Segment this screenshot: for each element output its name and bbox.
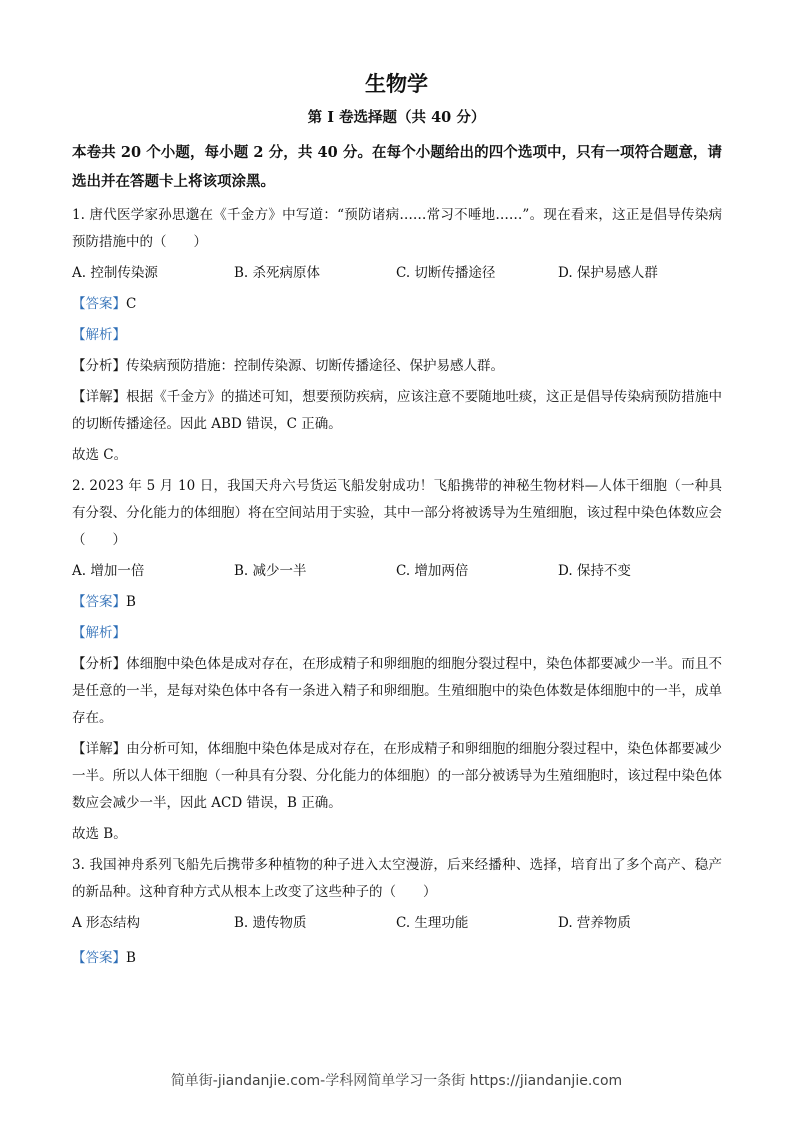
question-2-option-b: B. 减少一半 xyxy=(234,563,307,579)
question-3-option-b: B. 遗传物质 xyxy=(234,915,307,931)
question-1-option-d: D. 保护易感人群 xyxy=(558,265,658,281)
question-1-option-c: C. 切断传播途径 xyxy=(396,265,496,281)
question-1-analysis-heading xyxy=(72,322,722,349)
detail-tag: 【详解】 xyxy=(72,741,127,757)
question-1-fenxi xyxy=(72,353,722,380)
question-2-option-c: C. 增加两倍 xyxy=(396,563,469,579)
detail-text: 根据《千金方》的描述可知，想要预防疾病，应该注意不要随地吐痰，这正是倡导传染病预防措施中的切断传播途径。因此 ABD 错误，C 正确。 xyxy=(72,389,723,432)
answer-tag: 【答案】 xyxy=(72,594,126,610)
detail-tag: 【详解】 xyxy=(72,389,127,405)
fenxi-tag: 【分析】 xyxy=(72,358,126,374)
question-2-stem: 2. 2023 年 5 月 10 日，我国天舟六号货运飞船发射成功！飞船携带的神秘生物材料—人体干细胞（一种具有分裂、分化能力的体细胞）将在空间站用于实验，其中一部分将被诱导为生殖细胞，该过程中染色体数应会（ ） xyxy=(72,478,722,548)
question-3-options xyxy=(72,910,722,937)
question-2-option-a: A. 增加一倍 xyxy=(72,563,145,579)
question-1-stem: 1. 唐代医学家孙思邈在《千金方》中写道：“预防诸病……常习不唾地……”。现在看来，这正是倡导传染病预防措施中的（ ） xyxy=(72,207,722,250)
question-2-options xyxy=(72,558,722,585)
question-2-conclusion: 故选 B。 xyxy=(72,826,127,842)
question-1-options xyxy=(72,260,722,287)
question-2-answer xyxy=(72,589,722,616)
detail-text: 由分析可知，体细胞中染色体是成对存在，在形成精子和卵细胞的细胞分裂过程中，染色体都要减少一半。所以人体干细胞（一种具有分裂、分化能力的体细胞）的一部分被诱导为生殖细胞时，该过程中染色体数应会减少一半，因此 ACD 错误，B 正确。 xyxy=(72,741,723,811)
analysis-tag: 【解析】 xyxy=(72,327,126,343)
fenxi-text: 传染病预防措施：控制传染源、切断传播途径、保护易感人群。 xyxy=(126,358,504,374)
question-1-conclusion: 故选 C。 xyxy=(72,447,128,463)
answer-tag: 【答案】 xyxy=(72,950,126,966)
question-2-fenxi xyxy=(72,651,722,732)
question-1-detail xyxy=(72,384,722,438)
answer-value: C xyxy=(126,296,137,312)
answer-tag: 【答案】 xyxy=(72,296,126,312)
question-1-answer xyxy=(72,291,722,318)
question-3-stem: 3. 我国神舟系列飞船先后携带多种植物的种子进入太空漫游，后来经播种、选择，培育出了多个高产、稳产的新品种。这种育种方式从根本上改变了这些种子的（ ） xyxy=(72,857,722,900)
question-1-option-b: B. 杀死病原体 xyxy=(234,265,321,281)
question-1-option-a: A. 控制传染源 xyxy=(72,265,158,281)
question-3-option-d: D. 营养物质 xyxy=(558,915,631,931)
question-2-option-d: D. 保持不变 xyxy=(558,563,631,579)
question-2-analysis-heading xyxy=(72,620,722,647)
page-footer: 简单街-jiandanjie.com-学科网简单学习一条街 https://jiandanjie.com xyxy=(170,1073,623,1089)
question-3-answer xyxy=(72,945,722,972)
section-instructions: 本卷共 20 个小题，每小题 2 分，共 40 分。在每个小题给出的四个选项中，只有一项符合题意，请选出并在答题卡上将该项涂黑。 xyxy=(72,144,722,190)
section-subtitle: 第 I 卷选择题（共 40 分） xyxy=(307,109,486,126)
fenxi-tag: 【分析】 xyxy=(72,656,127,672)
page-title: 生物学 xyxy=(365,71,428,96)
question-2-detail xyxy=(72,736,722,817)
question-3-option-a: A 形态结构 xyxy=(72,915,141,931)
answer-value: B xyxy=(126,950,136,966)
document-body xyxy=(72,138,722,976)
question-3-option-c: C. 生理功能 xyxy=(396,915,469,931)
analysis-tag: 【解析】 xyxy=(72,625,126,641)
fenxi-text: 体细胞中染色体是成对存在，在形成精子和卵细胞的细胞分裂过程中，染色体都要减少一半。而且不是任意的一半，是每对染色体中各有一条进入精子和卵细胞。生殖细胞中的染色体数是体细胞中的一半，成单存在。 xyxy=(72,656,723,726)
answer-value: B xyxy=(126,594,136,610)
